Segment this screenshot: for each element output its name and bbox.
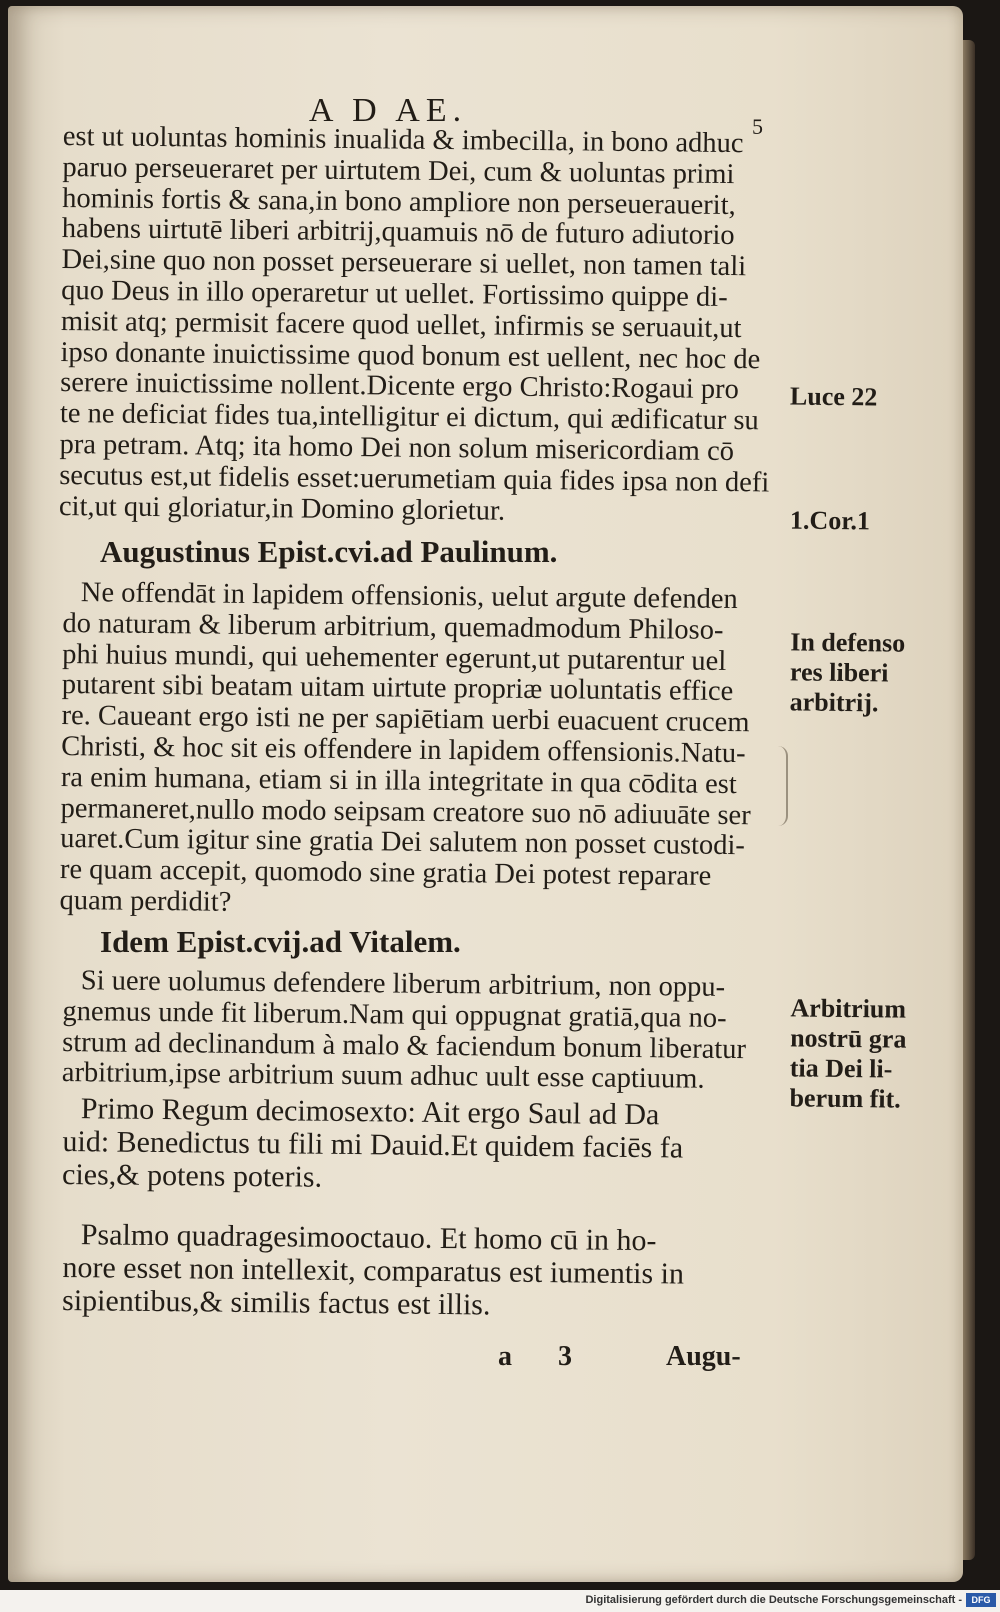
section-heading: Augustinus Epist.cvi.ad Paulinum. — [100, 534, 558, 569]
text-line: uaret.Cum igitur sine gratia Dei salutem non posset custodi- — [60, 823, 746, 862]
text-line: Ne offendāt in lapidem offensionis, uelut argute defenden — [80, 577, 738, 616]
text-line: pra petram. Atq; ita homo Dei non solum misericordiam cō — [59, 428, 735, 468]
text-line: est ut uoluntas hominis inualida & imbecilla, in bono adhuc — [62, 121, 744, 160]
text-line: Si uere uolumus defendere liberum arbitrium, non oppu- — [80, 965, 726, 1003]
text-line: sipientibus,& similis factus est illis. — [61, 1283, 491, 1322]
margin-note-luce: Luce 22 — [789, 381, 878, 412]
text-line: strum ad declinandum à malo & faciendum bonum liberatur — [62, 1026, 747, 1065]
signature-number: 3 — [558, 1341, 572, 1372]
footer-bar — [0, 1590, 1000, 1612]
text-line: phi huius mundi, qui uehementer egerunt,ut putarentur uel — [62, 638, 727, 677]
footer-credit: Digitalisierung gefördert durch die Deutsche Forschungsgemeinschaft - — [585, 1594, 962, 1606]
text-line: arbitrium,ipse arbitrium suum adhuc uult esse captiuum. — [61, 1057, 705, 1096]
text-block-2 — [59, 578, 783, 924]
book-page — [8, 6, 963, 1582]
text-block-5 — [62, 1218, 783, 1325]
margin-line: nostrū gra — [790, 1023, 907, 1054]
text-line: Primo Regum decimosexto: Ait ergo Saul ad Da — [80, 1092, 660, 1132]
margin-note-defenso — [790, 627, 906, 718]
margin-bracket — [778, 746, 788, 826]
catchword: Augu- — [666, 1341, 741, 1372]
text-line: serere inuictissime nollent.Dicente ergo Christo:Rogaui pro — [60, 367, 739, 406]
text-line: permaneret,nullo modo seipsam creatore suo nō adiuuāte ser — [60, 792, 751, 831]
margin-line: berum fit. — [789, 1083, 901, 1114]
text-line: Psalmo quadragesimooctauo. Et homo cū in ho- — [80, 1218, 657, 1258]
text-line: putarent sibi beatam uitam uirtute propriæ uoluntatis effice — [61, 669, 734, 708]
text-line: gnemus unde fit liberum.Nam qui oppugnat gratiā,qua no- — [62, 995, 727, 1034]
text-line: re. Caueant ergo isti ne per sapiētiam uerbi euacuent crucem — [61, 700, 750, 739]
text-block-4 — [62, 1092, 783, 1199]
running-head: A D AE. — [308, 92, 468, 129]
text-line: secutus est,ut fidelis esset:uerumetiam quia fides ipsa non defi — [59, 459, 770, 499]
text-line: re quam accepit, quomodo sine gratia Dei potest reparare — [59, 854, 712, 892]
text-line: cit,ut qui gloriatur,in Domino glorietur. — [58, 490, 506, 527]
margin-note-corinthians: 1.Cor.1 — [789, 505, 871, 536]
margin-line: Arbitrium — [790, 993, 907, 1024]
text-line: quo Deus in illo operaretur ut uellet. Fortissimo quippe di- — [61, 274, 728, 313]
margin-line: In defenso — [790, 627, 906, 658]
folio-number: 5 — [752, 114, 763, 139]
section-heading: Idem Epist.cvij.ad Vitalem. — [100, 924, 461, 959]
text-line: do naturam & liberum arbitrium, quemadmodum Philoso- — [62, 607, 724, 646]
text-line: hominis fortis & sana,in bono ampliore non perseuerauerit, — [62, 182, 736, 221]
text-line: habens uirtutē liberi arbitrij,quamuis nō de futuro adiutorio — [61, 213, 735, 252]
text-line: nore esset non intellexit, comparatus est iumentis in — [62, 1250, 685, 1291]
text-line: uid: Benedictus tu fili mi Dauid.Et quidem faciēs fa — [62, 1124, 684, 1165]
margin-note-arbitrium — [789, 993, 907, 1114]
text-block-3 — [62, 966, 783, 1097]
text-line: Dei,sine quo non posset perseuerare si uellet, non tamen tali — [61, 244, 747, 283]
margin-line: tia Dei li- — [789, 1053, 893, 1084]
page-edge — [963, 40, 975, 1560]
text-block-1 — [59, 122, 783, 530]
catchline — [498, 1341, 768, 1381]
text-line: ipso donante inuictissime quod bonum est uellent, nec hoc de — [60, 336, 761, 375]
margin-line: res liberi — [789, 657, 889, 688]
text-line: paruo perseueraret per uirtutem Dei, cum & uoluntas primi — [62, 151, 735, 190]
text-line: quam perdidit? — [59, 884, 232, 918]
text-line: te ne deficiat fides tua,intelligitur ei dictum, qui ædificatur su — [59, 398, 759, 437]
text-line: misit atq; permisit facere quod uellet, infirmis se seruauit,ut — [60, 305, 742, 344]
dfg-logo: DFG — [966, 1593, 996, 1607]
text-line: cies,& potens poteris. — [61, 1157, 323, 1194]
margin-line: arbitrij. — [789, 687, 879, 718]
text-line: Christi, & hoc sit eis offendere in lapidem offensionis.Natu- — [61, 730, 746, 770]
text-line: ra enim humana, etiam si in illa integritate in qua cōdita est — [60, 761, 737, 800]
signature-mark: a — [498, 1341, 512, 1372]
